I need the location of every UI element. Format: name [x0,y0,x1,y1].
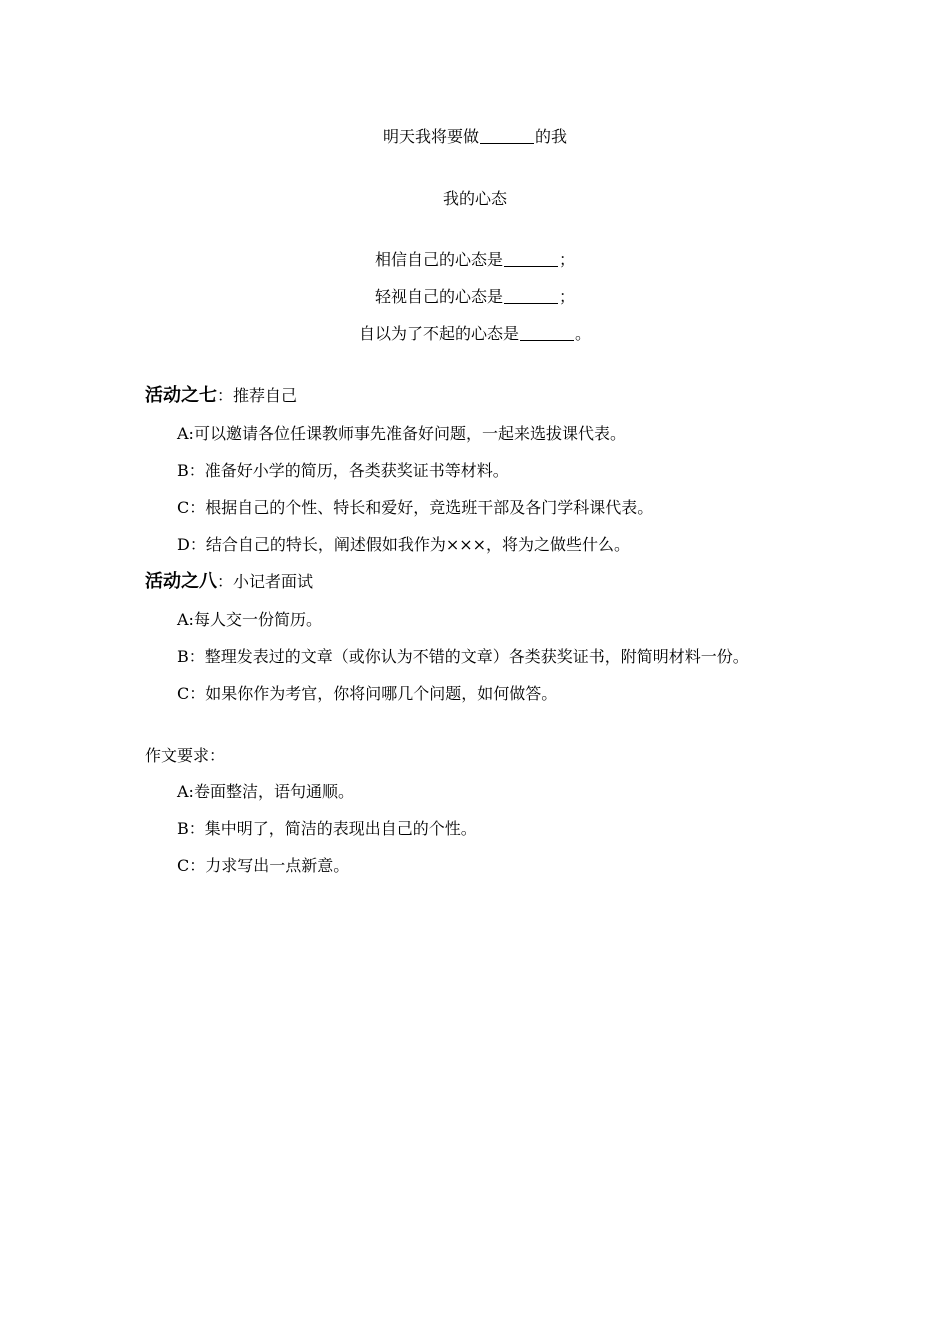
list-item: D：结合自己的特长，阐述假如我作为×××，将为之做些什么。 [177,535,631,554]
mindset-text: 自以为了不起的心态是 [358,324,519,343]
list-item: B：准备好小学的简历，各类获奖证书等材料。 [177,461,509,480]
list-item: A:每人交一份简历。 [177,610,322,629]
mindset-text: 轻视自己的心态是 [374,287,503,306]
mindset-line-1 [0,250,950,270]
list-item: B：整理发表过的文章（或你认为不错的文章）各类获奖证书，附简明材料一份。 [177,647,749,666]
activity8-sep: ： [217,572,234,591]
activity8-heading-line [145,572,313,592]
mindset-punct: ； [559,250,576,269]
activity7-heading: 活动之七 [145,385,217,406]
mindset-line-2 [0,287,950,307]
list-item: C：力求写出一点新意。 [177,856,350,875]
mindset-line-3 [0,324,950,344]
mindset-blank [520,324,574,341]
title-before: 明天我将要做 [382,127,479,146]
list-item: C：根据自己的个性、特长和爱好，竞选班干部及各门学科课代表。 [177,498,654,517]
mindset-blank [504,250,558,267]
title-after: 的我 [535,127,568,146]
activity7-topic: 推荐自己 [233,386,298,405]
list-item: A:卷面整洁，语句通顺。 [177,782,354,801]
section-subtitle: 我的心态 [442,189,507,208]
list-item: C：如果你作为考官，你将问哪几个问题，如何做答。 [177,684,558,703]
mindset-punct: 。 [575,324,592,343]
mindset-text: 相信自己的心态是 [374,250,503,269]
list-item: B：集中明了，简洁的表现出自己的个性。 [177,819,477,838]
title-blank [480,127,534,144]
activity8-topic: 小记者面试 [233,572,314,591]
list-item: A:可以邀请各位任课教师事先准备好问题，一起来选拔课代表。 [177,424,626,443]
requirements-heading: 作文要求： [145,746,226,765]
mindset-blank [504,287,558,304]
activity8-heading: 活动之八 [145,571,217,592]
activity7-sep: ： [217,386,234,405]
page-title [0,127,950,147]
activity7-heading-line [145,386,297,406]
mindset-punct: ； [559,287,576,306]
